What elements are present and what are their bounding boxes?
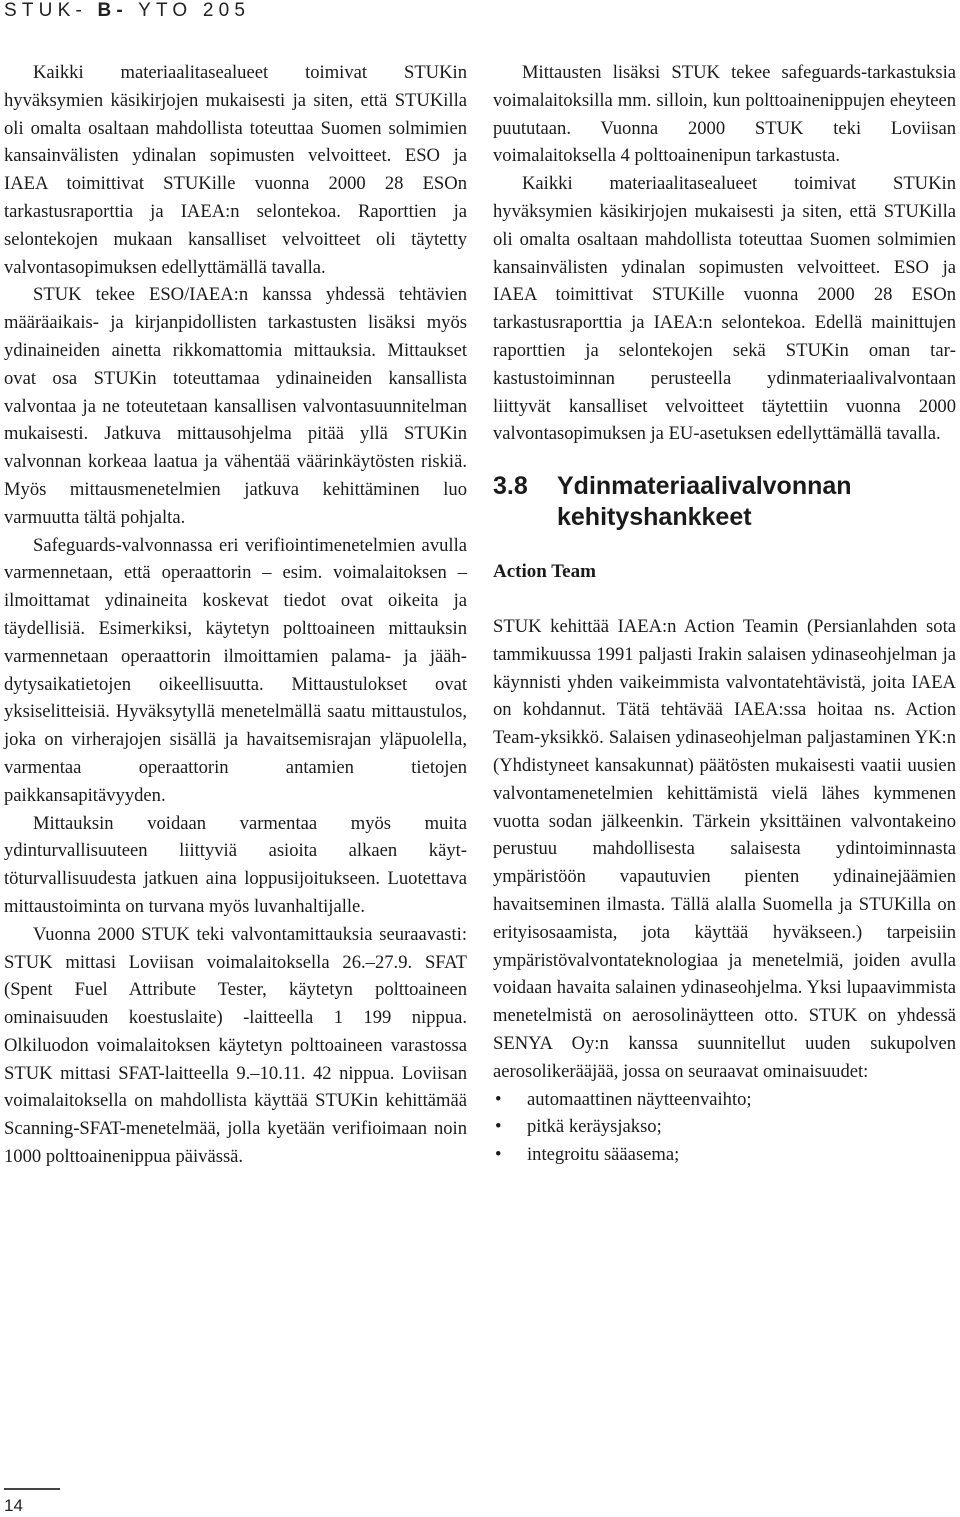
list-item: [493, 1086, 956, 1114]
paragraph: Mittauksin voidaan varmentaa myös muita ydinturvallisuuteen liittyviä asioita alkaen käyttöturvallisuudesta jatkuen aina loppusijoitukseen. Luotettava mittaustoiminta on turvana myös luvanhaltijalle.: [4, 812, 467, 917]
bullet-list: [493, 1086, 956, 1169]
page-number-rule: [4, 1488, 60, 1490]
paragraph: Vuonna 2000 STUK teki valvontamittauksia seuraavasti: STUK mittasi Loviisan voimalaitoksella 26.–27.9. SFAT (Spent Fuel Attribute Tester, käytetyn polttoaineen ominaisuuden koestuslaite) -laitteella 1 199 nippua. Olkiluodon voimalaitoksen käytetyn polttoaineen varastossa STUK mittasi SFAT-laitteella 9.–10.11. 42 nippua. Loviisan voimalaitoksella on mahdollista käyttää STUKin kehittämää Scanning-SFAT-menetelmää, jolla kyetään verifioimaan noin 1000 polttoainenippua päivässä.: [4, 923, 467, 1168]
running-header-part2: B-: [97, 0, 128, 21]
list-item-text: automaattinen näytteenvaihto;: [527, 1088, 752, 1110]
paragraph: STUK kehittää IAEA:n Action Teamin (Persianlahden sota tammikuussa 1991 paljasti Irakin salaisen ydinaseohjelman ja käynnisti yhden vaikeimmista valvontatehtävistä, joita IAEA on kohdannut. Tätä tehtävää IAEA:ssa hoitaa ns. Action Team-yksikkö. Salaisen ydinaseohjelman paljastaminen YK:n (Yhdistyneet kansakunnat) päätösten mukaisesti vaatii uusien valvontamenetelmien kehittämistä vielä lähes kymmenen vuotta sodan jälkeenkin. Tärkein yksittäinen valvontakeino perustuu mahdollisesta salaisesta ydintoiminnasta ympäristöön vapautuvien pienten ydinainejäämien havaitseminen ilmasta. Tällä alalla Suomella ja STUKilla on erityisosaamista, jota käyttää hyväkseen.) tarpeisiin ympäristövalvontateknologiaa ja menetelmiä, joiden avulla voidaan havaita salainen ydinaseohjelma. Yksi lupaavimmista menetelmistä on aerosolinäytteen otto. STUK on yhdessä SENYA Oy:n kanssa suunnitellut uuden sukupolven aerosolikerääjää, jossa on seuraavat ominaisuudet:: [493, 615, 956, 1082]
page-number: 14: [4, 1496, 23, 1515]
section-heading: [493, 471, 956, 533]
bullet-icon: •: [495, 1088, 502, 1110]
right-column: [493, 59, 956, 1169]
running-header: [4, 0, 250, 22]
section-number: 3.8: [493, 472, 528, 501]
list-item: [493, 1113, 956, 1141]
list-item-text: integroitu sääasema;: [527, 1144, 680, 1166]
paragraph: Kaikki materiaalitasealueet toimivat STUKin hyväksymien käsikirjojen mukaisesti ja siten, että STUKilla oli omalta osaltaan mahdollista toteuttaa Suomen solmimien kansainvälisten ydinalan sopimusten velvoitteet. ESO ja IAEA toimittivat STUKille vuonna 2000 28 ESOn tarkastusraporttia ja IAEA:n selontekoa. Raporttien ja selontekojen mukaan kansalliset velvoitteet oli täytetty valvontasopimuksen edellyttämällä tavalla.: [4, 62, 467, 278]
left-column: [4, 59, 467, 1171]
paragraph: Kaikki materiaalitasealueet toimivat STUKin hyväksymien käsikirjojen mukaisesti ja siten, että STUKilla oli omalta osaltaan mahdollista toteuttaa Suomen solmimien kansainvälisten ydinalan sopimusten velvoitteet. ESO ja IAEA toimittivat STUKille vuonna 2000 28 ESOn tarkastusraporttia ja IAEA:n selontekoa. Edellä mainittujen raporttien ja selontekojen sekä STUKin oman tarkastustoiminnan perusteella ydinmateriaalivalvontaan liittyvät kansalliset velvoitteet täytettiin vuonna 2000 valvontasopimuksen ja EU-asetuksen edellyttämällä tavalla.: [493, 173, 956, 445]
running-header-part3: YTO 205: [138, 0, 251, 21]
paragraph: Mittausten lisäksi STUK tekee safeguards-tarkastuksia voimalaitoksilla mm. silloin, kun polttoainenippujen eheyteen puututaan. Vuonna 2000 STUK teki Loviisan voimalaitoksella 4 polttoainenipun tarkastusta.: [493, 62, 956, 167]
section-title: Ydinmateriaalivalvonnan kehityshankkeet: [557, 472, 852, 532]
paragraph: Safeguards-valvonnassa eri verifiointimenetelmien avulla varmennetaan, että operaattorin – esim. voimalaitoksen – ilmoittamat ydinaineita koskevat tiedot ovat oikeita ja täydellisiä. Esimerkiksi, käytetyn polttoaineen mittauksin varmennetaan operaattorin ilmoittamien palama- ja jäähdytysaikatietojen oikeellisuutta. Mittaustulokset ovat yksiselitteisiä. Hyväksytyllä menetelmällä saatu mittaustulos, joka on virherajojen sisällä ja havaitsemisrajan yläpuolella, varmentaa operaattorin antamien tietojen paikkansapitävyyden.: [4, 534, 467, 806]
list-item: [493, 1141, 956, 1169]
subheading: Action Team: [493, 561, 596, 583]
bullet-icon: •: [495, 1144, 502, 1166]
running-header-part1: STUK-: [4, 0, 87, 21]
list-item-text: pitkä keräysjakso;: [527, 1116, 662, 1138]
bullet-icon: •: [495, 1116, 502, 1138]
paragraph: STUK tekee ESO/IAEA:n kanssa yhdessä tehtävien määräaikais- ja kirjanpidollisten tarkastusten lisäksi myös ydinaineiden ainetta rikkomattomia mittauksia. Mittaukset ovat osa STUKin toteuttamaa ydinaineiden kansallista valvontaa ja ne toteutetaan kansallisen valvontasuunnitelman mukaisesti. Jatkuva mittausohjelma pitää yllä STUKin valvonnan korkeaa laatua ja vähentää väärinkäytösten riskiä. Myös mittausmenetelmien jatkuva kehittäminen luo varmuutta tältä pohjalta.: [4, 284, 467, 528]
